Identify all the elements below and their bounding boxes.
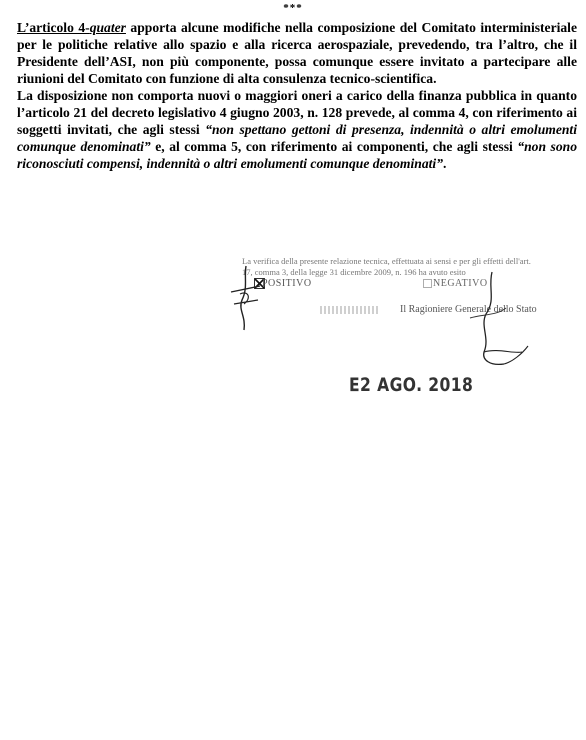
quote-componenti: “non sono riconosciuti compensi, indennità o altri emolumenti comunque denominati” (17, 139, 578, 171)
verification-stamp (220, 250, 580, 420)
paragraph-article-4-quater: L’articolo 4-quater apporta alcune modifiche nella composizione del Comitato interministeriale per le politiche relative allo spazio e alla ricerca aerospaziale, prevedendo, tra l’altro, che il Presidente dell’ASI, non più componente, possa comunque essere invitato a partecipare alle riunioni del Comitato con funzione di alta consulenza tecnico-scientifica. (17, 20, 577, 86)
paragraph-financial-provision: La disposizione non comporta nuovi o maggiori oneri a carico della finanza pubblica in quanto l’articolo 21 del decreto legislativo 4 giugno 2003, n. 128 prevede, al comma 4, con riferimento ai soggetti invitati, che agli stessi “non spettano gettoni di presenza, indennità o altri emolumenti comunque denominati” e, al comma 5, con riferimento ai componenti, che agli stessi “non sono riconosciuti compensi, indennità o altri emolumenti comunque denominati”. (17, 88, 578, 171)
quote-invitati: “non spettano gettoni di presenza, indennità o altri emolumenti comunque denominati” (17, 122, 577, 154)
stamp-date: Ε2 AGO. 2018 (349, 374, 474, 396)
handwritten-signature-icon (410, 268, 560, 380)
stamp-negative-label: NEGATIVO (433, 278, 488, 289)
article-reference: L’articolo 4-quater (17, 20, 126, 35)
document-body (17, 19, 577, 172)
stamp-verification-text: La verifica della presente relazione tecnica, effettuata ai sensi e per gli effetti dell'art. 17, comma 3, della legge 31 dicembre 2009, n. 196 ha avuto esito (242, 256, 531, 277)
stamp-date-prefix-icon: Ε (349, 374, 361, 396)
smudge-mark (320, 306, 380, 314)
section-separator: *** (283, 2, 303, 14)
stamp-positive-label: POSITIVO (262, 278, 312, 289)
initials-signature-icon (228, 264, 264, 332)
stamp-signer: Il Ragioniere Generale dello Stato (400, 304, 537, 315)
